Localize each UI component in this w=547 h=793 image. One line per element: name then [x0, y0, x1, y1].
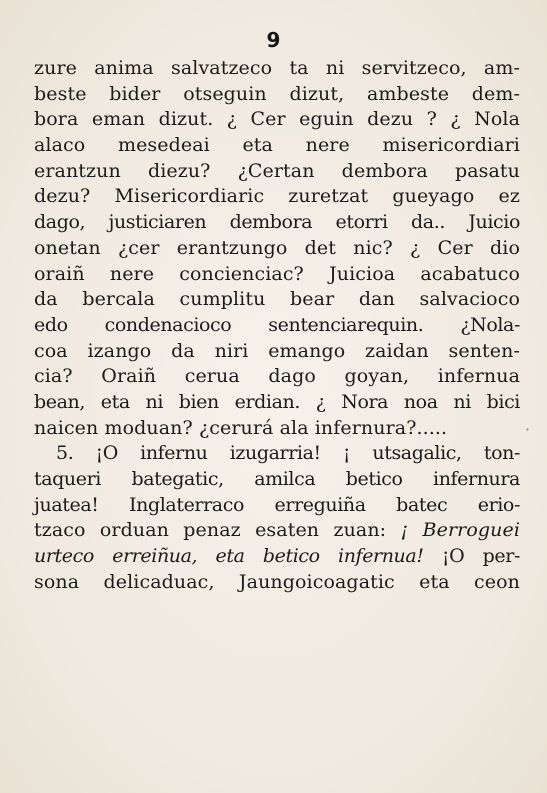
- text-line-17: taqueri bategatic, amilca betico infernura: [34, 468, 520, 490]
- text-line-14: bean, eta ni bien erdian. ¿ Nora noa ni bici: [34, 390, 520, 413]
- text-line-5: erantzun diezu? ¿Certan dembora pasatu: [34, 159, 520, 182]
- text-line-11: edo condenacioco sentenciarequin. ¿Nola-: [34, 313, 520, 336]
- text-line-6: dezu? Misericordiaric zuretzat gueyago ez: [34, 185, 520, 208]
- text-line-19: [34, 518, 520, 544]
- text-line-12: coa izango da niri emango zaidan senten-: [34, 339, 520, 362]
- text-line-18: juatea! Inglaterraco erreguiña batec erio-: [34, 493, 520, 516]
- text-line-15: naicen moduan? ¿cerurá ala infernura?.....: [34, 416, 448, 439]
- text-line-4: alaco mesedeai eta nere misericordiari: [34, 134, 520, 157]
- text-line-1: zure anima salvatzeco ta ni servitzeco, am-: [34, 57, 520, 79]
- page-number: 9: [266, 28, 281, 52]
- text-line-7: dago, justiciaren dembora etorri da.. Juicio: [34, 211, 520, 234]
- text-line-21: sona delicaduac, Jaungoicoagatic eta ceon: [34, 570, 520, 593]
- italic-fragment-1: ¡ Berroguei: [400, 519, 520, 542]
- text-line-13: cia? Oraiñ cerua dago goyan, infernua: [34, 365, 520, 388]
- text-line-2: beste bider otseguin dizut, ambeste dem-: [34, 82, 520, 105]
- text-line-10: da bercala cumplitu bear dan salvacioco: [34, 288, 520, 311]
- text-line-16: 5. ¡O infernu izugarria! ¡ utsagalic, ton-: [56, 442, 520, 465]
- text-line-20-tail: ¡O per-: [423, 545, 520, 568]
- text-line-8: onetan ¿cer erantzungo det nic? ¿ Cer dio: [34, 236, 520, 259]
- text-line-19-plain: tzaco orduan penaz esaten zuan:: [34, 519, 401, 542]
- italic-fragment-2: urteco erreiñua, eta betico infernua!: [34, 545, 424, 568]
- text-line-20: [34, 544, 520, 570]
- text-line-9: oraiñ nere concienciac? Juicioa acabatuco: [34, 262, 520, 285]
- text-line-3: bora eman dizut. ¿ Cer eguin dezu ? ¿ Nola: [34, 108, 520, 131]
- margin-speck: ·: [525, 420, 531, 439]
- body-text: [34, 56, 520, 595]
